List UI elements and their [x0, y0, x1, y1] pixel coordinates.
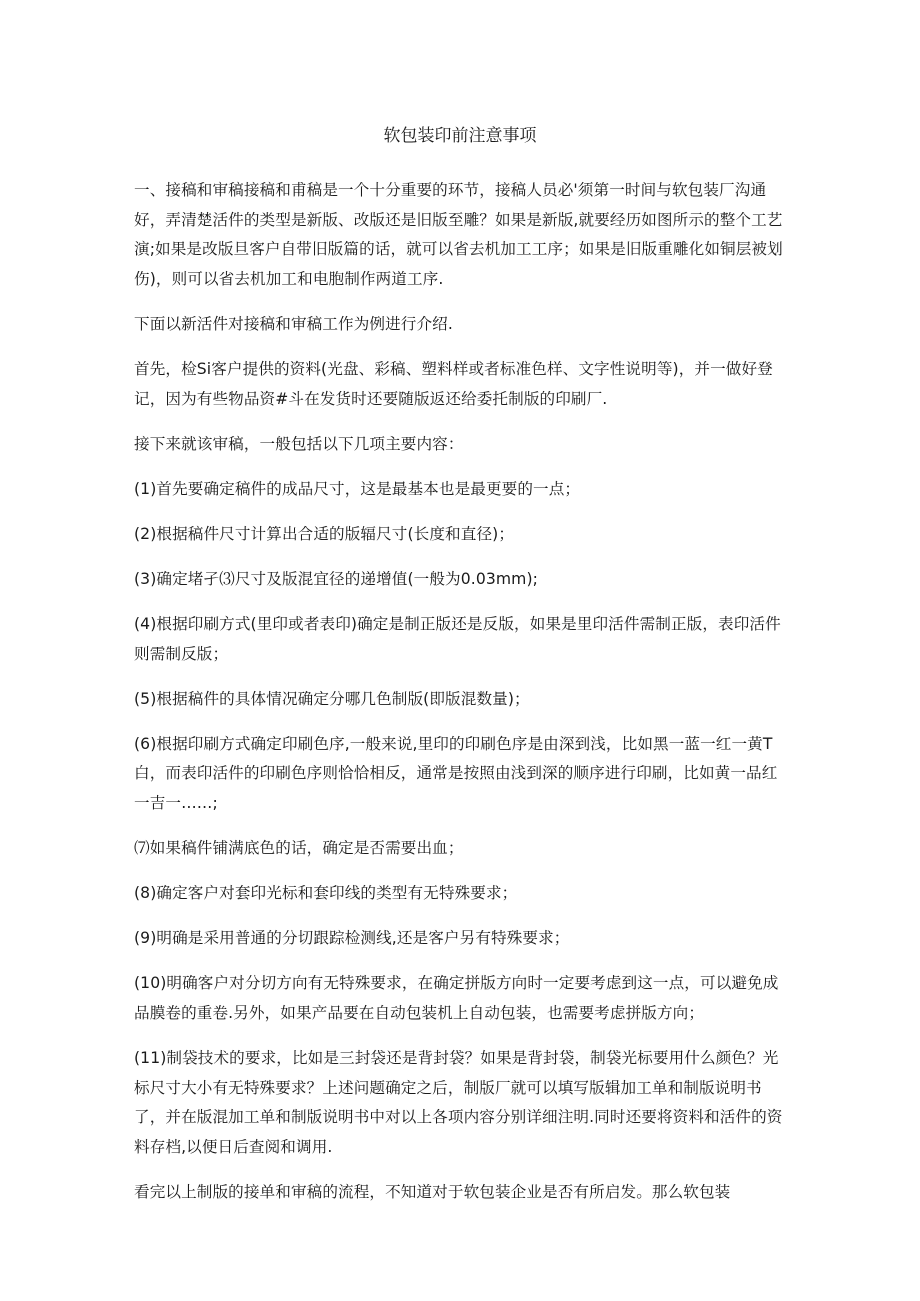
paragraph-intro: 一、接稿和审稿接稿和甫稿是一个十分重要的环节，接稿人员必'须第一时间与软包装厂沟通好，弄清楚活件的类型是新版、改版还是旧版至雕？如果是新版,就要经历如图所示的整个工艺演;如果是改版旦客户自带旧版篇的话，就可以省去机加工工序；如果是旧版重雕化如铜层被划伤)，则可以省去机加工和电胞制作两道工序.	[134, 181, 783, 288]
list-item-9: (9)明确是采用普通的分切跟踪检测线,还是客户另有特殊要求；	[134, 929, 570, 948]
paragraph-check-materials: 首先，检Si客户提供的资料(光盘、彩稿、塑料样或者标准色样、文字性说明等)，并一做好登记，因为有些物品资#斗在发货时还要随版返还给委托制版的印刷厂.	[134, 359, 773, 408]
list-item-6: (6)根据印刷方式确定印刷色序,一般来说,里印的印刷色序是由深到浅，比如黑一蓝一红一黄T白，而表印活件的印刷色序则恰恰相反，通常是按照由浅到深的顺序进行印刷，比如黄一品红一吉一……;	[134, 734, 778, 812]
list-item-4: (4)根据印刷方式(里印或者表印)确定是制正版还是反版，如果是里印活件需制正版，表印活件则需制反版；	[134, 615, 781, 663]
list-item-1: (1)首先要确定稿件的成品尺寸，这是最基本也是最更要的一点；	[134, 479, 581, 498]
list-item-7: ⑺如果稿件铺满底色的话，确定是否需要出血；	[134, 839, 464, 858]
list-item-11: (11)制袋技术的要求，比如是三封袋还是背封袋？如果是背封袋，制袋光标要用什么颜色？光标尺寸大小有无特殊要求？上述问题确定之后，制版厂就可以填写版辑加工单和制版说明书了，并在版混加工单和制版说明书中对以上各项内容分别详细注明.同时还要将资料和活件的资料存档,以便日后查阅和调用.	[134, 1049, 783, 1156]
document-title: 软包装印前注意事项	[383, 126, 537, 146]
list-item-8: (8)确定客户对套印光标和套印线的类型有无特殊要求；	[134, 884, 518, 903]
list-item-5: (5)根据稿件的具体情况确定分哪几色制版(即版混数量)；	[134, 689, 530, 708]
paragraph-example: 下面以新活件对接稿和审稿工作为例进行介绍.	[134, 314, 453, 333]
list-item-10: (10)明确客户对分切方向有无特殊要求，在确定拼版方向时一定要考虑到这一点，可以避免成品膜卷的重卷.另外，如果产品要在自动包装机上自动包装，也需要考虑拼版方向；	[134, 974, 779, 1022]
list-item-3: (3)确定堵孑⑶尺寸及版混宜径的递增值(一般为0.03mm);	[134, 569, 538, 588]
paragraph-conclusion: 看完以上制版的接单和审稿的流程，不知道对于软包装企业是否有所启发。那么软包装	[134, 1182, 731, 1201]
list-item-2: (2)根据稿件尺寸计算出合适的版辐尺寸(长度和直径)；	[134, 524, 515, 543]
paragraph-review-intro: 接下来就该审稿，一般包括以下几项主要内容：	[134, 434, 464, 453]
document-body	[134, 176, 792, 1223]
